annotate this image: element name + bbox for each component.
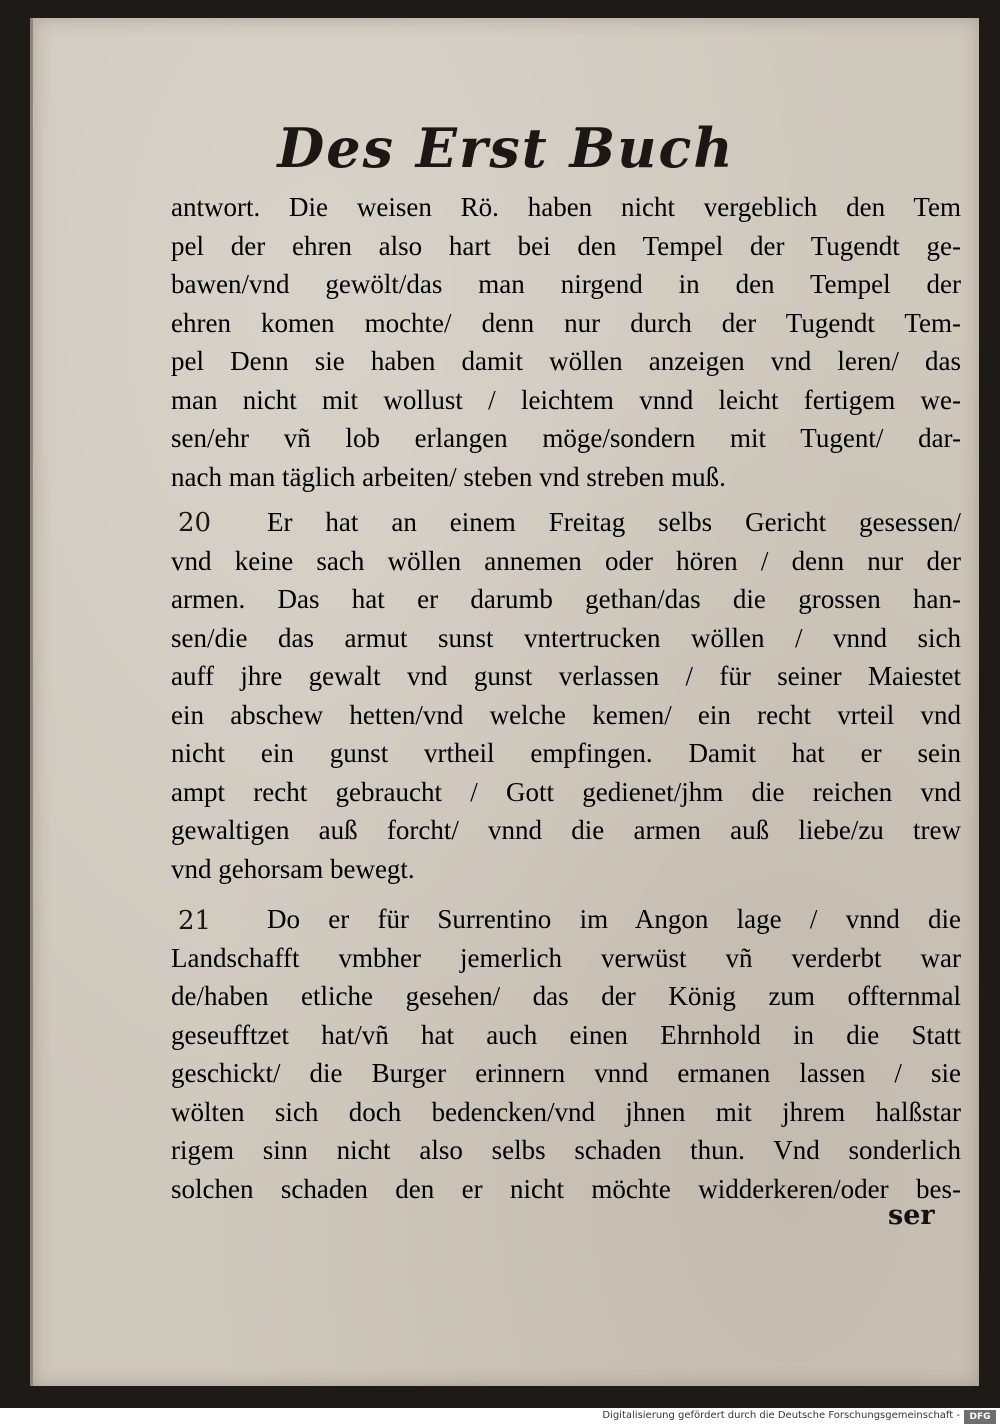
paragraph-3 — [171, 900, 961, 1208]
text-line: vnd gehorsam bewegt. — [171, 853, 415, 884]
text-line: nicht ein gunst vrtheil empfingen. Damit hat er sein — [171, 738, 961, 768]
text-line: antwort. Die weisen Rö. haben nicht vergeblich den Tem — [171, 192, 961, 222]
text-line: de/haben etliche gesehen/ das der König zum offternmal — [171, 981, 961, 1011]
running-head: Des Erst Buch — [277, 116, 735, 180]
catchword: ser — [888, 1200, 935, 1231]
text-line: pel der ehren also hart bei den Tempel der Tugendt ge- — [171, 230, 961, 261]
text-line: rigem sinn nicht also selbs schaden thun. Vnd sonderlich — [171, 1135, 961, 1165]
text-line: sen/ehr vñ lob erlangen möge/sondern mit Tugent/ dar- — [171, 423, 961, 453]
paragraph-number: 21 — [178, 906, 212, 936]
text-line: bawen/vnd gewölt/das man nirgend in den Tempel der — [171, 269, 961, 299]
paragraph-2 — [171, 503, 961, 888]
text-line: Do er für Surrentino im Angon lage / vnnd die — [267, 904, 961, 934]
text-line: ampt recht gebraucht / Gott gedienet/jhm die reichen vnd — [171, 776, 961, 807]
text-line: ehren komen mochte/ denn nur durch der Tugendt Tem- — [171, 307, 961, 338]
text-line: gewaltigen auß forcht/ vnnd die armen auß liebe/zu trew — [171, 815, 961, 845]
book-page — [30, 18, 979, 1386]
text-line: geschickt/ die Burger erinnern vnnd ermanen lassen / sie — [171, 1058, 961, 1088]
dfg-logo: DFG — [964, 1410, 996, 1424]
text-line: Er hat an einem Freitag selbs Gericht gesessen/ — [267, 507, 961, 537]
funding-notice: Digitalisierung gefördert durch die Deutsche Forschungsgemeinschaft - — [602, 1410, 960, 1421]
text-line: sen/die das armut sunst vntertrucken wöllen / vnnd sich — [171, 622, 961, 653]
text-line: auff jhre gewalt vnd gunst verlassen / für seiner Maiestet — [171, 661, 961, 691]
text-line: wölten sich doch bedencken/vnd jhnen mit jhrem halßstar — [171, 1096, 961, 1127]
paragraph-1 — [171, 188, 961, 496]
text-line: ein abschew hetten/vnd welche kemen/ ein recht vrteil vnd — [171, 699, 961, 730]
text-line: geseufftzet hat/vñ hat auch einen Ehrnhold in die Statt — [171, 1019, 961, 1050]
text-line: Landschafft vmbher jemerlich verwüst vñ verderbt war — [171, 942, 961, 973]
paragraph-number: 20 — [178, 508, 212, 538]
text-line: man nicht mit wollust / leichtem vnnd leicht fertigem we- — [171, 384, 961, 415]
text-line: nach man täglich arbeiten/ steben vnd streben muß. — [171, 461, 726, 492]
text-line: solchen schaden den er nicht möchte widderkeren/oder bes- — [171, 1173, 961, 1204]
text-line: armen. Das hat er darumb gethan/das die grossen han- — [171, 584, 961, 614]
text-line: vnd keine sach wöllen annemen oder hören / denn nur der — [171, 545, 961, 576]
footer-bar — [0, 1408, 1000, 1427]
text-line: pel Denn sie haben damit wöllen anzeigen vnd leren/ das — [171, 346, 961, 376]
